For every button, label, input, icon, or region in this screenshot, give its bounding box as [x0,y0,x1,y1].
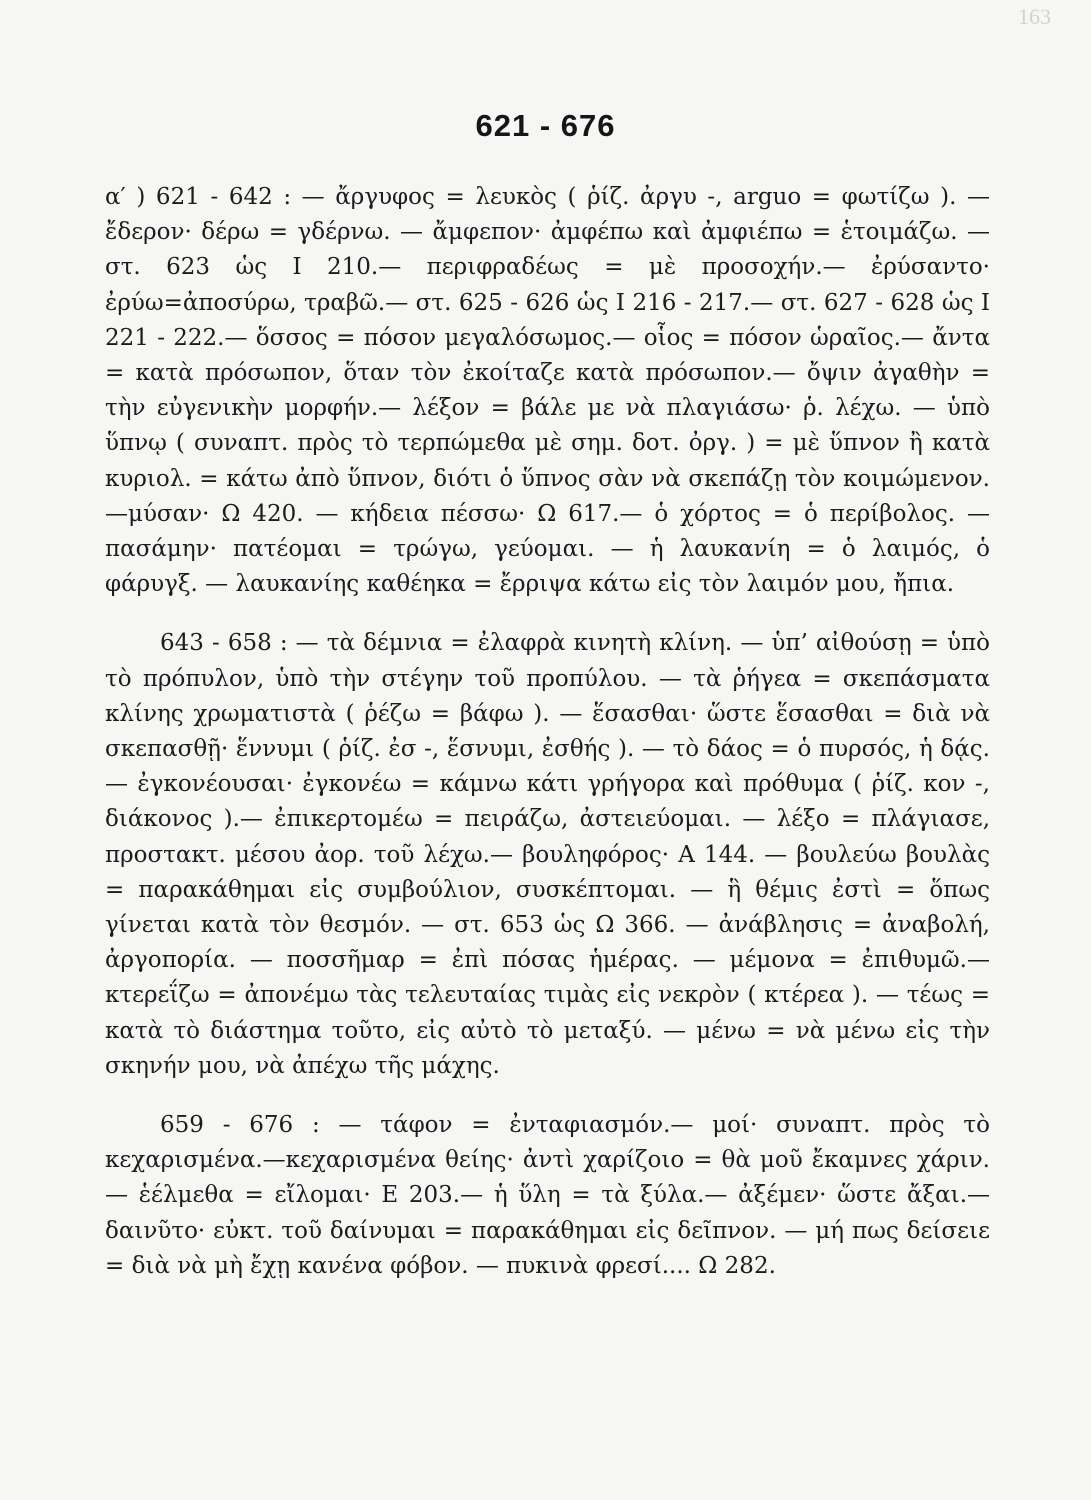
commentary-paragraph-2 [105,626,990,1084]
commentary-paragraph-3 [105,1108,990,1284]
page-corner-mark: 163 [1018,4,1051,29]
paragraph-text: α′ ) 621 - 642 : — ἄργυφος = λευκὸς ( ῥίζ. ἀργυ -, arguo = φωτίζω ). — ἔδερον· δέρω = γδέρνω. — ἄμφεπον· ἀμφέπω καὶ ἀμφιέπω = ἑτοιμάζω. — στ. 623 ὡς Ι 210.— περιφραδέως = μὲ προσοχήν.— ἐρύσαντο· ἐρύω=ἀποσύρω, τραβῶ.— στ. 625 - 626 ὡς Ι 216 - 217.— στ. 627 - 628 ὡς Ι 221 - 222.— ὅσσος = πόσον μεγαλόσωμος.— οἷος = πόσον ὡραῖος.— ἄντα = κατὰ πρόσωπον, ὅταν τὸν ἐκοίταζε κατὰ πρόσωπον.— ὄψιν ἀγαθὴν = τὴν εὐγενικὴν μορφήν.— λέξον = βάλε με νὰ πλαγιάσω· ῥ. λέχω. — ὑπὸ ὕπνῳ ( συναπτ. πρὸς τὸ τερπώμεθα μὲ σημ. δοτ. ὀργ. ) = μὲ ὕπνον ἢ κατὰ κυριολ. = κάτω ἀπὸ ὕπνον, διότι ὁ ὕπνος σὰν νὰ σκεπάζῃ τὸν κοιμώμενον.—μύσαν· Ω 420. — κήδεια πέσσω· Ω 617.— ὁ χόρτος = ὁ περίβολος. — πασάμην· πατέομαι = τρώγω, γεύομαι. — ἡ λαυκανίη = ὁ λαιμός, ὁ φάρυγξ. — λαυκανίης καθέηκα = ἔρριψα κάτω εἰς τὸν λαιμόν μου, ἤπια. [105,184,990,598]
commentary-body [105,180,990,1284]
commentary-paragraph-1 [105,180,990,602]
verse-range-heading: 621 - 676 [475,108,616,143]
paragraph-text: 643 - 658 : — τὰ δέμνια = ἐλαφρὰ κινητὴ κλίνη. — ὑπ’ αἰθούσῃ = ὑπὸ τὸ πρόπυλον, ὑπὸ τὴν στέγην τοῦ προπύλου. — τὰ ῥήγεα = σκεπάσματα κλίνης χρωματιστὰ ( ῥέζω = βάφω ). — ἕσασθαι· ὥστε ἕσασθαι = διὰ νὰ σκεπασθῇ· ἕννυμι ( ῥίζ. ἐσ -, ἕσνυμι, ἐσθής ). — τὸ δάος = ὁ πυρσός, ἡ δᾴς.— ἐγκονέουσαι· ἐγκονέω = κάμνω κάτι γρήγορα καὶ πρόθυμα ( ῥίζ. κον -, διάκονος ).— ἐπικερτομέω = πειράζω, ἀστειεύομαι. — λέξο = πλάγιασε, προστακτ. μέσου ἀορ. τοῦ λέχω.— βουληφόρος· Α 144. — βουλεύω βουλὰς = παρακάθημαι εἰς συμβούλιον, συσκέπτομαι. — ἣ θέμις ἐστὶ = ὅπως γίνεται κατὰ τὸν θεσμόν. — στ. 653 ὡς Ω 366. — ἀνάβλησις = ἀναβολή, ἀργοπορία. — ποσσῆμαρ = ἐπὶ πόσας ἡμέρας. — μέμονα = ἐπιθυμῶ.— κτερεΐζω = ἀπονέμω τὰς τελευταίας τιμὰς εἰς νεκρὸν ( κτέρεα ). — τέως = κατὰ τὸ διάστημα τοῦτο, εἰς αὐτὸ τὸ μεταξύ. — μένω = νὰ μένω εἰς τὴν σκηνήν μου, νὰ ἀπέχω τῆς μάχης. [105,630,990,1079]
paragraph-text: 659 - 676 : — τάφον = ἐνταφιασμόν.— μοί· συναπτ. πρὸς τὸ κεχαρισμένα.—κεχαρισμένα θείης· ἀντὶ χαρίζοιο = θὰ μοῦ ἔκαμνες χάριν.— ἑέλμεθα = εἴλομαι· Ε 203.— ἡ ὕλη = τὰ ξύλα.— ἀξέμεν· ὥστε ἄξαι.— δαινῦτο· εὐκτ. τοῦ δαίνυμαι = παρακάθημαι εἰς δεῖπνον. — μή πως δείσειε = διὰ νὰ μὴ ἔχῃ κανένα φόβον. — πυκινὰ φρεσί.... Ω 282. [105,1112,990,1279]
